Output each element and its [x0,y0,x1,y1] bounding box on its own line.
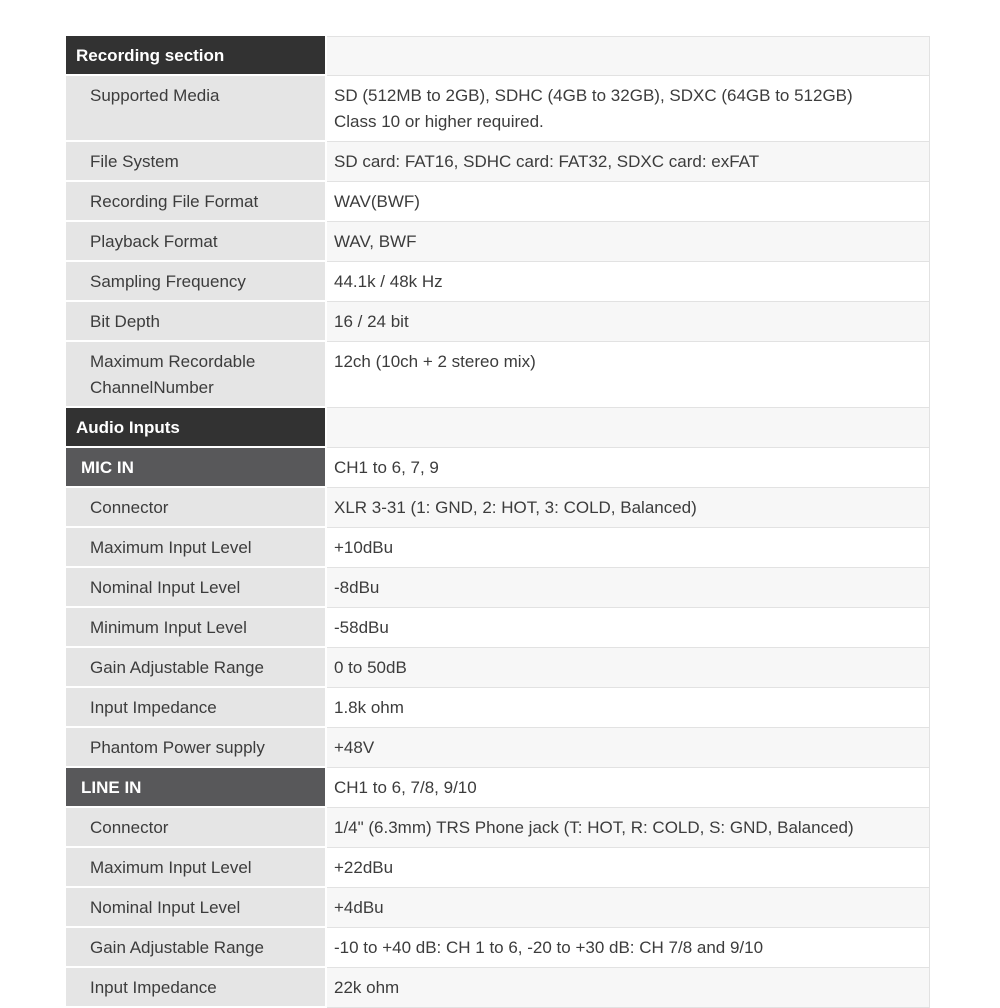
subheader-line-in [66,768,930,808]
spec-row-file-system [66,142,930,182]
spec-label: Input Impedance [66,968,327,1008]
spec-row-line-max-input-level [66,848,930,888]
specifications-table [66,36,930,1008]
spec-row-mic-connector [66,488,930,528]
spec-row-bit-depth [66,302,930,342]
subheader-title: LINE IN [66,768,327,808]
spec-value: +4dBu [327,888,930,928]
spec-row-mic-max-input-level [66,528,930,568]
spec-row-mic-min-input-level [66,608,930,648]
spec-row-mic-gain-range [66,648,930,688]
spec-value: XLR 3-31 (1: GND, 2: HOT, 3: COLD, Balanced) [327,488,930,528]
spec-row-phantom-power [66,728,930,768]
section-value-empty [327,408,930,448]
spec-label: Bit Depth [66,302,327,342]
spec-label: Nominal Input Level [66,568,327,608]
spec-label: Maximum Input Level [66,848,327,888]
spec-value: WAV, BWF [327,222,930,262]
spec-label: Minimum Input Level [66,608,327,648]
subheader-mic-in [66,448,930,488]
section-title: Audio Inputs [66,408,327,448]
spec-row-line-nominal-input-level [66,888,930,928]
spec-value: +10dBu [327,528,930,568]
spec-value: +22dBu [327,848,930,888]
subheader-value: CH1 to 6, 7/8, 9/10 [327,768,930,808]
spec-value: 1/4" (6.3mm) TRS Phone jack (T: HOT, R: COLD, S: GND, Balanced) [327,808,930,848]
spec-label: File System [66,142,327,182]
spec-row-playback-format [66,222,930,262]
section-audio-inputs [66,408,930,448]
section-title: Recording section [66,36,327,76]
spec-row-recording-file-format [66,182,930,222]
spec-value-line2: Class 10 or higher required. [334,112,544,131]
spec-label: Connector [66,488,327,528]
spec-value: 16 / 24 bit [327,302,930,342]
spec-label: Nominal Input Level [66,888,327,928]
section-value-empty [327,36,930,76]
spec-value: -8dBu [327,568,930,608]
spec-label: Gain Adjustable Range [66,648,327,688]
spec-label: Maximum Recordable ChannelNumber [66,342,327,408]
spec-label: Maximum Input Level [66,528,327,568]
spec-label: Connector [66,808,327,848]
spec-value: -58dBu [327,608,930,648]
spec-row-supported-media [66,76,930,142]
spec-label: Supported Media [66,76,327,142]
subheader-title: MIC IN [66,448,327,488]
spec-row-line-input-impedance [66,968,930,1008]
spec-label: Playback Format [66,222,327,262]
spec-value: 22k ohm [327,968,930,1008]
spec-row-mic-nominal-input-level [66,568,930,608]
spec-value: 12ch (10ch + 2 stereo mix) [327,342,930,408]
subheader-value: CH1 to 6, 7, 9 [327,448,930,488]
spec-value: 0 to 50dB [327,648,930,688]
spec-value-line1: SD (512MB to 2GB), SDHC (4GB to 32GB), SDXC (64GB to 512GB) [334,86,853,105]
spec-value [327,76,930,142]
spec-value: WAV(BWF) [327,182,930,222]
spec-label: Input Impedance [66,688,327,728]
spec-label: Gain Adjustable Range [66,928,327,968]
spec-row-max-recordable-channels [66,342,930,408]
spec-label: Phantom Power supply [66,728,327,768]
spec-label: Sampling Frequency [66,262,327,302]
spec-row-line-connector [66,808,930,848]
spec-value: -10 to +40 dB: CH 1 to 6, -20 to +30 dB: CH 7/8 and 9/10 [327,928,930,968]
spec-row-line-gain-range [66,928,930,968]
spec-value: 1.8k ohm [327,688,930,728]
spec-row-mic-input-impedance [66,688,930,728]
spec-value: 44.1k / 48k Hz [327,262,930,302]
spec-value: +48V [327,728,930,768]
spec-row-sampling-frequency [66,262,930,302]
spec-value: SD card: FAT16, SDHC card: FAT32, SDXC card: exFAT [327,142,930,182]
section-recording [66,36,930,76]
spec-label: Recording File Format [66,182,327,222]
